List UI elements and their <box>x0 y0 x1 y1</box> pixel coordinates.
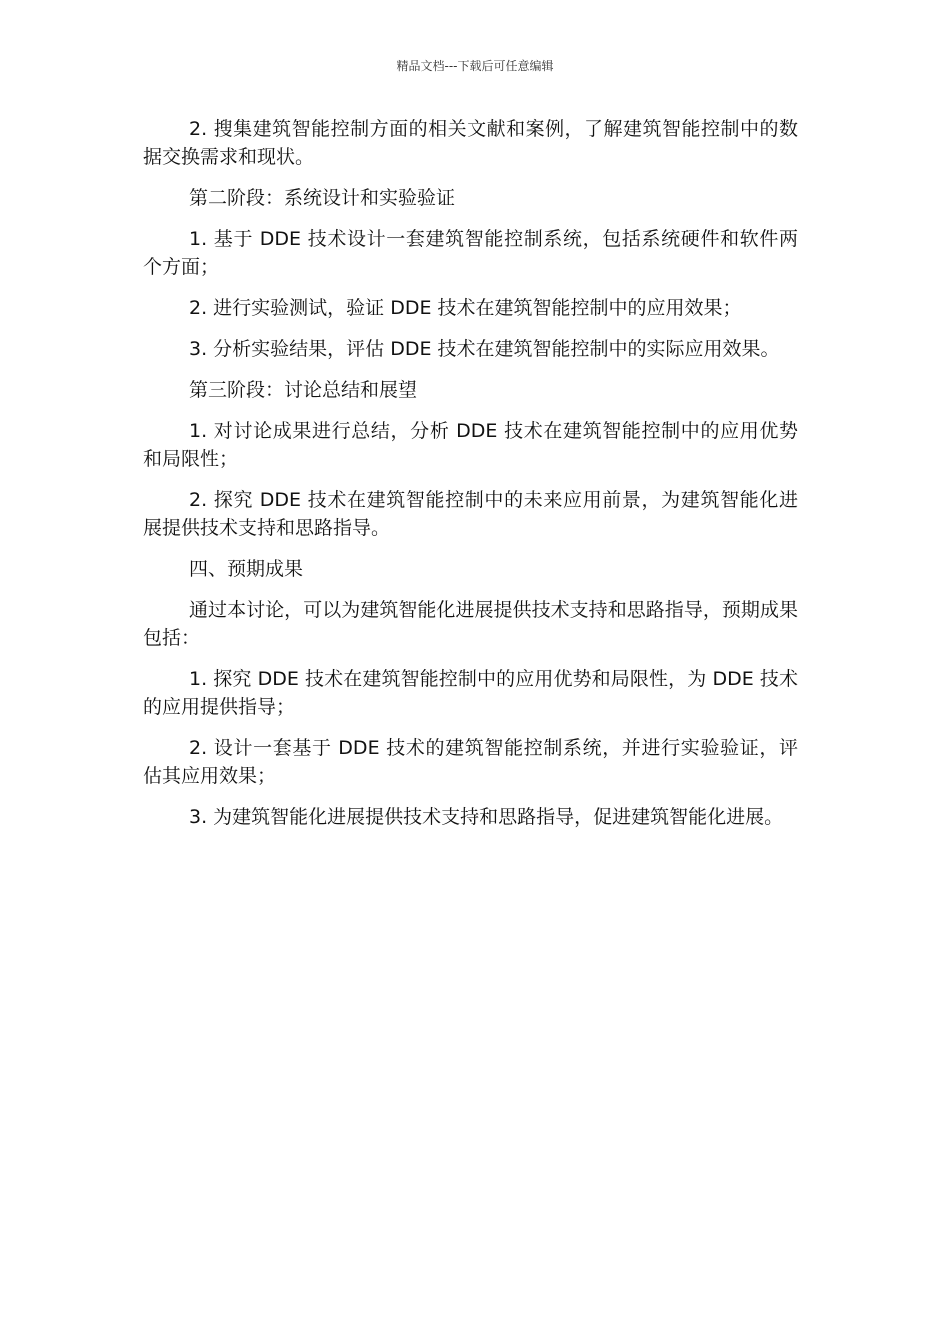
heading-stage-three: 第三阶段：讨论总结和展望 <box>189 379 418 401</box>
heading-stage-two: 第二阶段：系统设计和实验验证 <box>189 187 456 209</box>
paragraph-experiment-test: 2. 进行实验测试，验证 DDE 技术在建筑智能控制中的应用效果； <box>189 297 742 319</box>
paragraph-collect-literature: 2. 搜集建筑智能控制方面的相关文献和案例，了解建筑智能控制中的数据交换需求和现状。 <box>143 118 798 168</box>
paragraph-design-system: 1. 基于 DDE 技术设计一套建筑智能控制系统，包括系统硬件和软件两个方面； <box>143 228 798 278</box>
paragraph-result-one: 1. 探究 DDE 技术在建筑智能控制中的应用优势和局限性，为 DDE 技术的应用提供指导； <box>143 668 798 718</box>
heading-expected-results: 四、预期成果 <box>189 558 304 580</box>
page-header: 精品文档---下载后可任意编辑 <box>396 59 554 73</box>
paragraph-summarize: 1. 对讨论成果进行总结，分析 DDE 技术在建筑智能控制中的应用优势和局限性； <box>143 420 798 470</box>
paragraph-analyze-results: 3. 分析实验结果，评估 DDE 技术在建筑智能控制中的实际应用效果。 <box>189 338 780 360</box>
document-body <box>143 115 798 844</box>
paragraph-result-three: 3. 为建筑智能化进展提供技术支持和思路指导，促进建筑智能化进展。 <box>189 806 784 828</box>
paragraph-results-intro: 通过本讨论，可以为建筑智能化进展提供技术支持和思路指导，预期成果包括： <box>143 599 798 649</box>
paragraph-future-prospects: 2. 探究 DDE 技术在建筑智能控制中的未来应用前景，为建筑智能化进展提供技术支持和思路指导。 <box>143 489 798 539</box>
paragraph-result-two: 2. 设计一套基于 DDE 技术的建筑智能控制系统，并进行实验验证，评估其应用效果； <box>143 737 798 787</box>
